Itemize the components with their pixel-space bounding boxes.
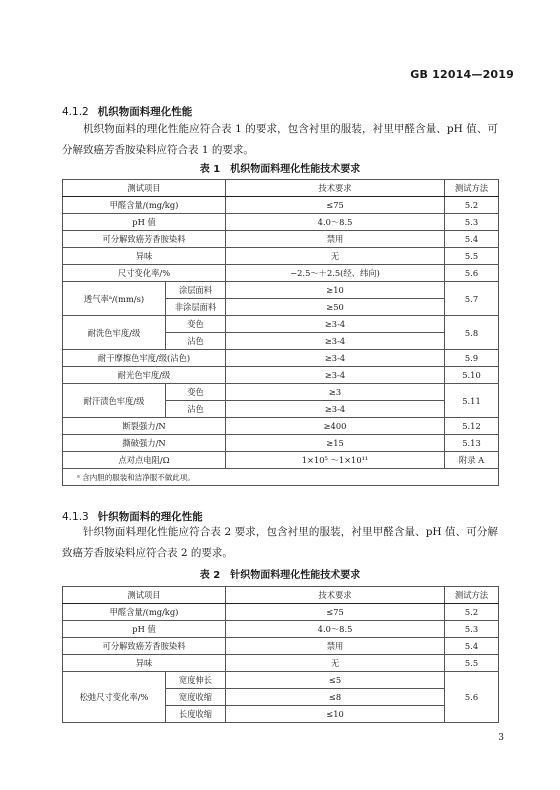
cell-method: 5.8	[445, 316, 499, 350]
cell-subitem: 沾色	[166, 401, 226, 418]
cell-item: 可分解致癌芳香胺染料	[63, 231, 226, 248]
cell-item: 甲醛含量/(mg/kg)	[63, 604, 226, 621]
table-number: 表 1	[199, 164, 221, 175]
table-row	[63, 231, 499, 248]
table-number: 表 2	[199, 570, 221, 581]
table-row	[63, 316, 499, 333]
cell-requirement: 禁用	[226, 638, 445, 655]
cell-subitem: 长度收缩	[166, 706, 226, 723]
cell-method: 5.2	[445, 604, 499, 621]
cell-item: 可分解致癌芳香胺染料	[63, 638, 226, 655]
section-number: 4.1.2	[62, 106, 89, 118]
table-footnote-row	[63, 469, 499, 486]
cell-method: 附录 A	[445, 452, 499, 469]
cell-item: 异味	[63, 655, 226, 672]
cell-method: 5.4	[445, 231, 499, 248]
table-row	[63, 418, 499, 435]
section-title: 针织物面料的理化性能	[97, 511, 203, 523]
cell-method: 5.5	[445, 655, 499, 672]
table-row	[63, 248, 499, 265]
cell-requirement: ≥15	[226, 435, 445, 452]
cell-item: pH 值	[63, 214, 226, 231]
table-row	[63, 452, 499, 469]
section-title: 机织物面料理化性能	[97, 106, 193, 118]
cell-requirement: ≥50	[226, 299, 445, 316]
cell-requirement: 4.0～8.5	[226, 214, 445, 231]
cell-item: 耐汗渍色牢度/级	[63, 384, 166, 418]
cell-requirement: ≥3-4	[226, 367, 445, 384]
cell-item: 撕破强力/N	[63, 435, 226, 452]
cell-requirement: ≥3	[226, 384, 445, 401]
standard-code: GB 12014—2019	[410, 68, 514, 81]
cell-requirement: ≥3-4	[226, 401, 445, 418]
table-row	[63, 621, 499, 638]
table-1	[62, 179, 499, 486]
cell-subitem: 沾色	[166, 333, 226, 350]
cell-subitem: 宽度收缩	[166, 689, 226, 706]
cell-method: 5.3	[445, 214, 499, 231]
cell-requirement: ≥10	[226, 282, 445, 299]
cell-requirement: ≤75	[226, 604, 445, 621]
cell-item: 断裂强力/N	[63, 418, 226, 435]
cell-requirement: ≤8	[226, 689, 445, 706]
cell-item: 透气率ᵃ/(mm/s)	[63, 282, 166, 316]
cell-requirement: ≥400	[226, 418, 445, 435]
section-heading-412	[62, 104, 192, 119]
cell-requirement: 4.0～8.5	[226, 621, 445, 638]
table-row	[63, 197, 499, 214]
cell-method: 5.13	[445, 435, 499, 452]
table-2-caption	[62, 566, 498, 581]
header-requirement: 技术要求	[226, 180, 445, 197]
cell-method: 5.11	[445, 384, 499, 418]
cell-requirement: ≥3-4	[226, 333, 445, 350]
cell-item: 点对点电阻/Ω	[63, 452, 226, 469]
table-row	[63, 638, 499, 655]
cell-method: 5.9	[445, 350, 499, 367]
cell-method: 5.6	[445, 265, 499, 282]
cell-method: 5.2	[445, 197, 499, 214]
cell-method: 5.6	[445, 672, 499, 723]
table-row	[63, 214, 499, 231]
cell-method: 5.12	[445, 418, 499, 435]
cell-method: 5.3	[445, 621, 499, 638]
paragraph-knitted: 针织物面料理化性能应符合表 2 要求，包含衬里的服装，衬里甲醛含量、pH 值、可分解致癌芳香胺染料应符合表 2 的要求。	[62, 526, 498, 559]
table-row	[63, 672, 499, 689]
table-row	[63, 282, 499, 299]
page-number: 3	[498, 733, 504, 743]
table-row	[63, 655, 499, 672]
cell-method: 5.4	[445, 638, 499, 655]
cell-requirement: ≤75	[226, 197, 445, 214]
cell-method: 5.10	[445, 367, 499, 384]
header-method: 测试方法	[445, 180, 499, 197]
table-header-row	[63, 587, 499, 604]
cell-subitem: 宽度伸长	[166, 672, 226, 689]
paragraph-woven: 机织物面料的理化性能应符合表 1 的要求，包含衬里的服装，衬里甲醛含量、pH 值、可分解致癌芳香胺染料应符合表 1 的要求。	[62, 123, 498, 156]
cell-item: 异味	[63, 248, 226, 265]
table-row	[63, 384, 499, 401]
section-number: 4.1.3	[62, 511, 89, 523]
table-header-row	[63, 180, 499, 197]
cell-requirement: 无	[226, 655, 445, 672]
cell-item: 松弛尺寸变化率/%	[63, 672, 166, 723]
cell-method: 5.7	[445, 282, 499, 316]
cell-requirement: ≤10	[226, 706, 445, 723]
cell-item: 耐干摩擦色牢度/级(沾色)	[63, 350, 226, 367]
cell-subitem: 变色	[166, 316, 226, 333]
cell-method: 5.5	[445, 248, 499, 265]
cell-item: 耐洗色牢度/级	[63, 316, 166, 350]
table-row	[63, 350, 499, 367]
cell-requirement: 1×10⁵ ～1×10¹¹	[226, 452, 445, 469]
cell-item: 耐光色牢度/级	[63, 367, 226, 384]
cell-item: 尺寸变化率/%	[63, 265, 226, 282]
cell-subitem: 非涂层面料	[166, 299, 226, 316]
table-row	[63, 265, 499, 282]
table-row	[63, 604, 499, 621]
cell-requirement: 禁用	[226, 231, 445, 248]
cell-requirement: −2.5～＋2.5(经、纬向)	[226, 265, 445, 282]
table-row	[63, 367, 499, 384]
cell-item: pH 值	[63, 621, 226, 638]
cell-requirement: 无	[226, 248, 445, 265]
cell-subitem: 涂层面料	[166, 282, 226, 299]
cell-requirement: ≥3-4	[226, 350, 445, 367]
table-title: 机织物面料理化性能技术要求	[230, 164, 361, 175]
header-item: 测试项目	[63, 587, 226, 604]
header-requirement: 技术要求	[226, 587, 445, 604]
table-1-caption	[62, 160, 498, 175]
cell-requirement: ≥3-4	[226, 316, 445, 333]
table-footnote: ᵃ 含内胆的服装和洁净服不做此项。	[63, 469, 499, 486]
table-2	[62, 586, 499, 723]
cell-item: 甲醛含量/(mg/kg)	[63, 197, 226, 214]
table-title: 针织物面料理化性能技术要求	[230, 570, 361, 581]
cell-subitem: 变色	[166, 384, 226, 401]
header-item: 测试项目	[63, 180, 226, 197]
header-method: 测试方法	[445, 587, 499, 604]
table-row	[63, 435, 499, 452]
cell-requirement: ≤5	[226, 672, 445, 689]
